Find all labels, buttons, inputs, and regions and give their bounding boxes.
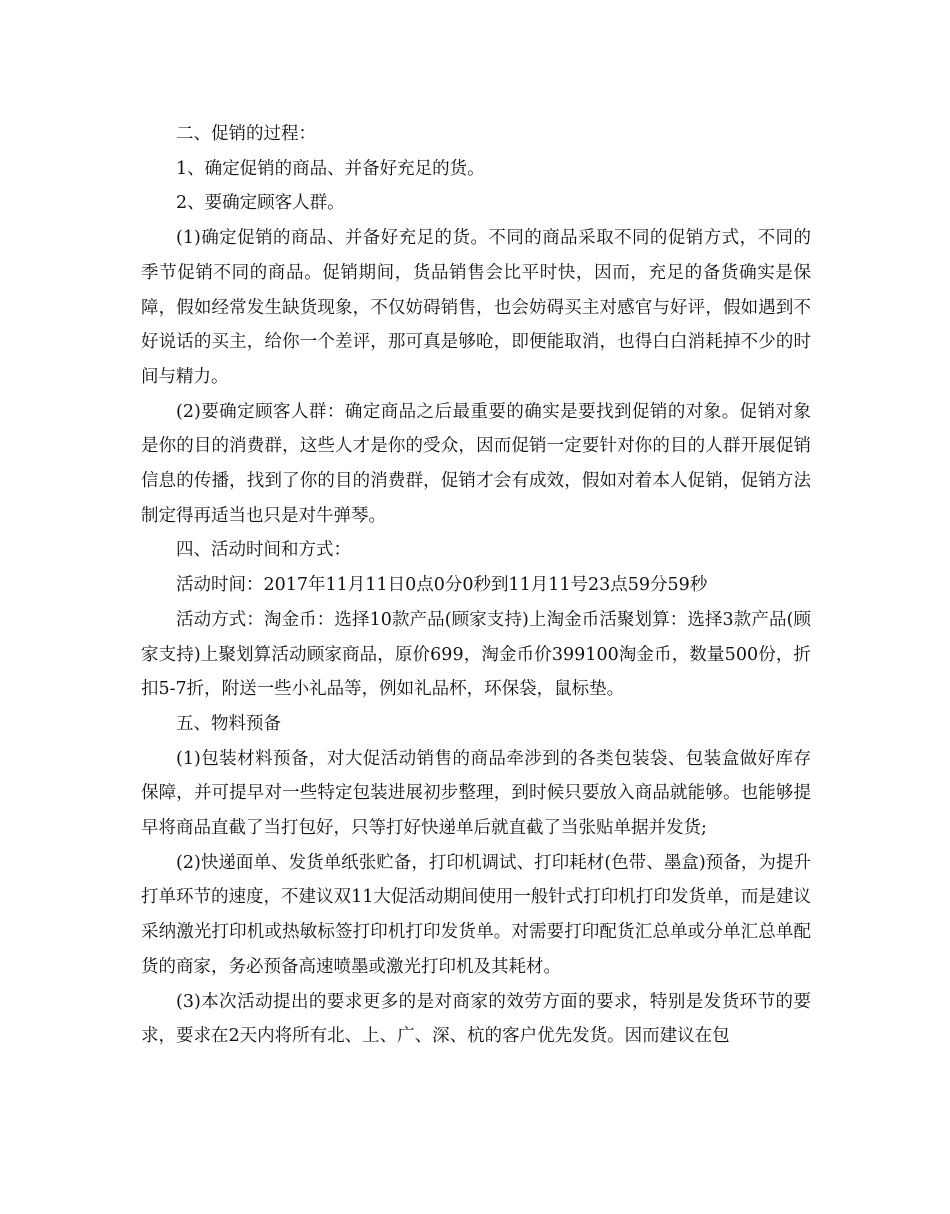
- section-heading-promotion-process: 二、促销的过程：: [176, 124, 316, 144]
- paragraph-activity-method: 活动方式：淘金币：选择10款产品(顾家支持)上淘金币活聚划算：选择3款产品(顾家支持)上聚划算活动顾家商品，原价699，淘金币价399100淘金币，数量500份，折扣5-7折，附送一些小礼品等，例如礼品杯，环保袋，鼠标垫。: [141, 609, 811, 700]
- list-item-confirm-products: 1、确定促销的商品、并备好充足的货。: [176, 158, 485, 179]
- document-body: [141, 117, 811, 1054]
- paragraph-activity-time: 活动时间：2017年11月11日0点0分0秒到11月11号23点59分59秒: [176, 575, 708, 596]
- list-item-confirm-customers: 2、要确定顾客人群。: [176, 193, 345, 214]
- paragraph-target-customers: (2)要确定顾客人群：确定商品之后最重要的确实是要找到促销的对象。促销对象是你的目的消费群，这些人才是你的受众，因而促销一定要针对你的目的人群开展促销信息的传播，找到了你的目的消费群，促销才会有成效，假如对着本人促销，促销方法制定得再适当也只是对牛弹琴。: [141, 401, 811, 526]
- section-heading-activity-time: 四、活动时间和方式：: [176, 540, 351, 561]
- paragraph-packaging-materials: (1)包装材料预备，对大促活动销售的商品牵涉到的各类包装袋、包装盒做好库存保障，并可提早对一些特定包装进展初步整理，到时候只要放入商品就能够。也能够提早将商品直截了当打包好，只等打好快递单后就直截了当张贴单据并发货;: [141, 748, 811, 839]
- paragraph-service-requirements: (3)本次活动提出的要求更多的是对商家的效劳方面的要求，特别是发货环节的要求，要求在2天内将所有北、上、广、深、杭的客户优先发货。因而建议在包: [141, 991, 811, 1047]
- section-heading-materials: 五、物料预备: [176, 713, 281, 734]
- paragraph-printing-supplies: (2)快递面单、发货单纸张贮备，打印机调试、打印耗材(色带、墨盒)预备，为提升打单环节的速度，不建议双11大促活动期间使用一般针式打印机打印发货单，而是建议采纳激光打印机或热敏标签打印机打印发货单。对需要打印配货汇总单或分单汇总单配货的商家，务必预备高速喷墨或激光打印机及其耗材。: [141, 852, 811, 977]
- paragraph-products-stock: (1)确定促销的商品、并备好充足的货。不同的商品采取不同的促销方式，不同的季节促销不同的商品。促销期间，货品销售会比平时快，因而，充足的备货确实是保障，假如经常发生缺货现象，不仅妨碍销售，也会妨碍买主对感官与好评，假如遇到不好说话的买主，给你一个差评，那可真是够呛，即便能取消，也得白白消耗掉不少的时间与精力。: [141, 228, 811, 387]
